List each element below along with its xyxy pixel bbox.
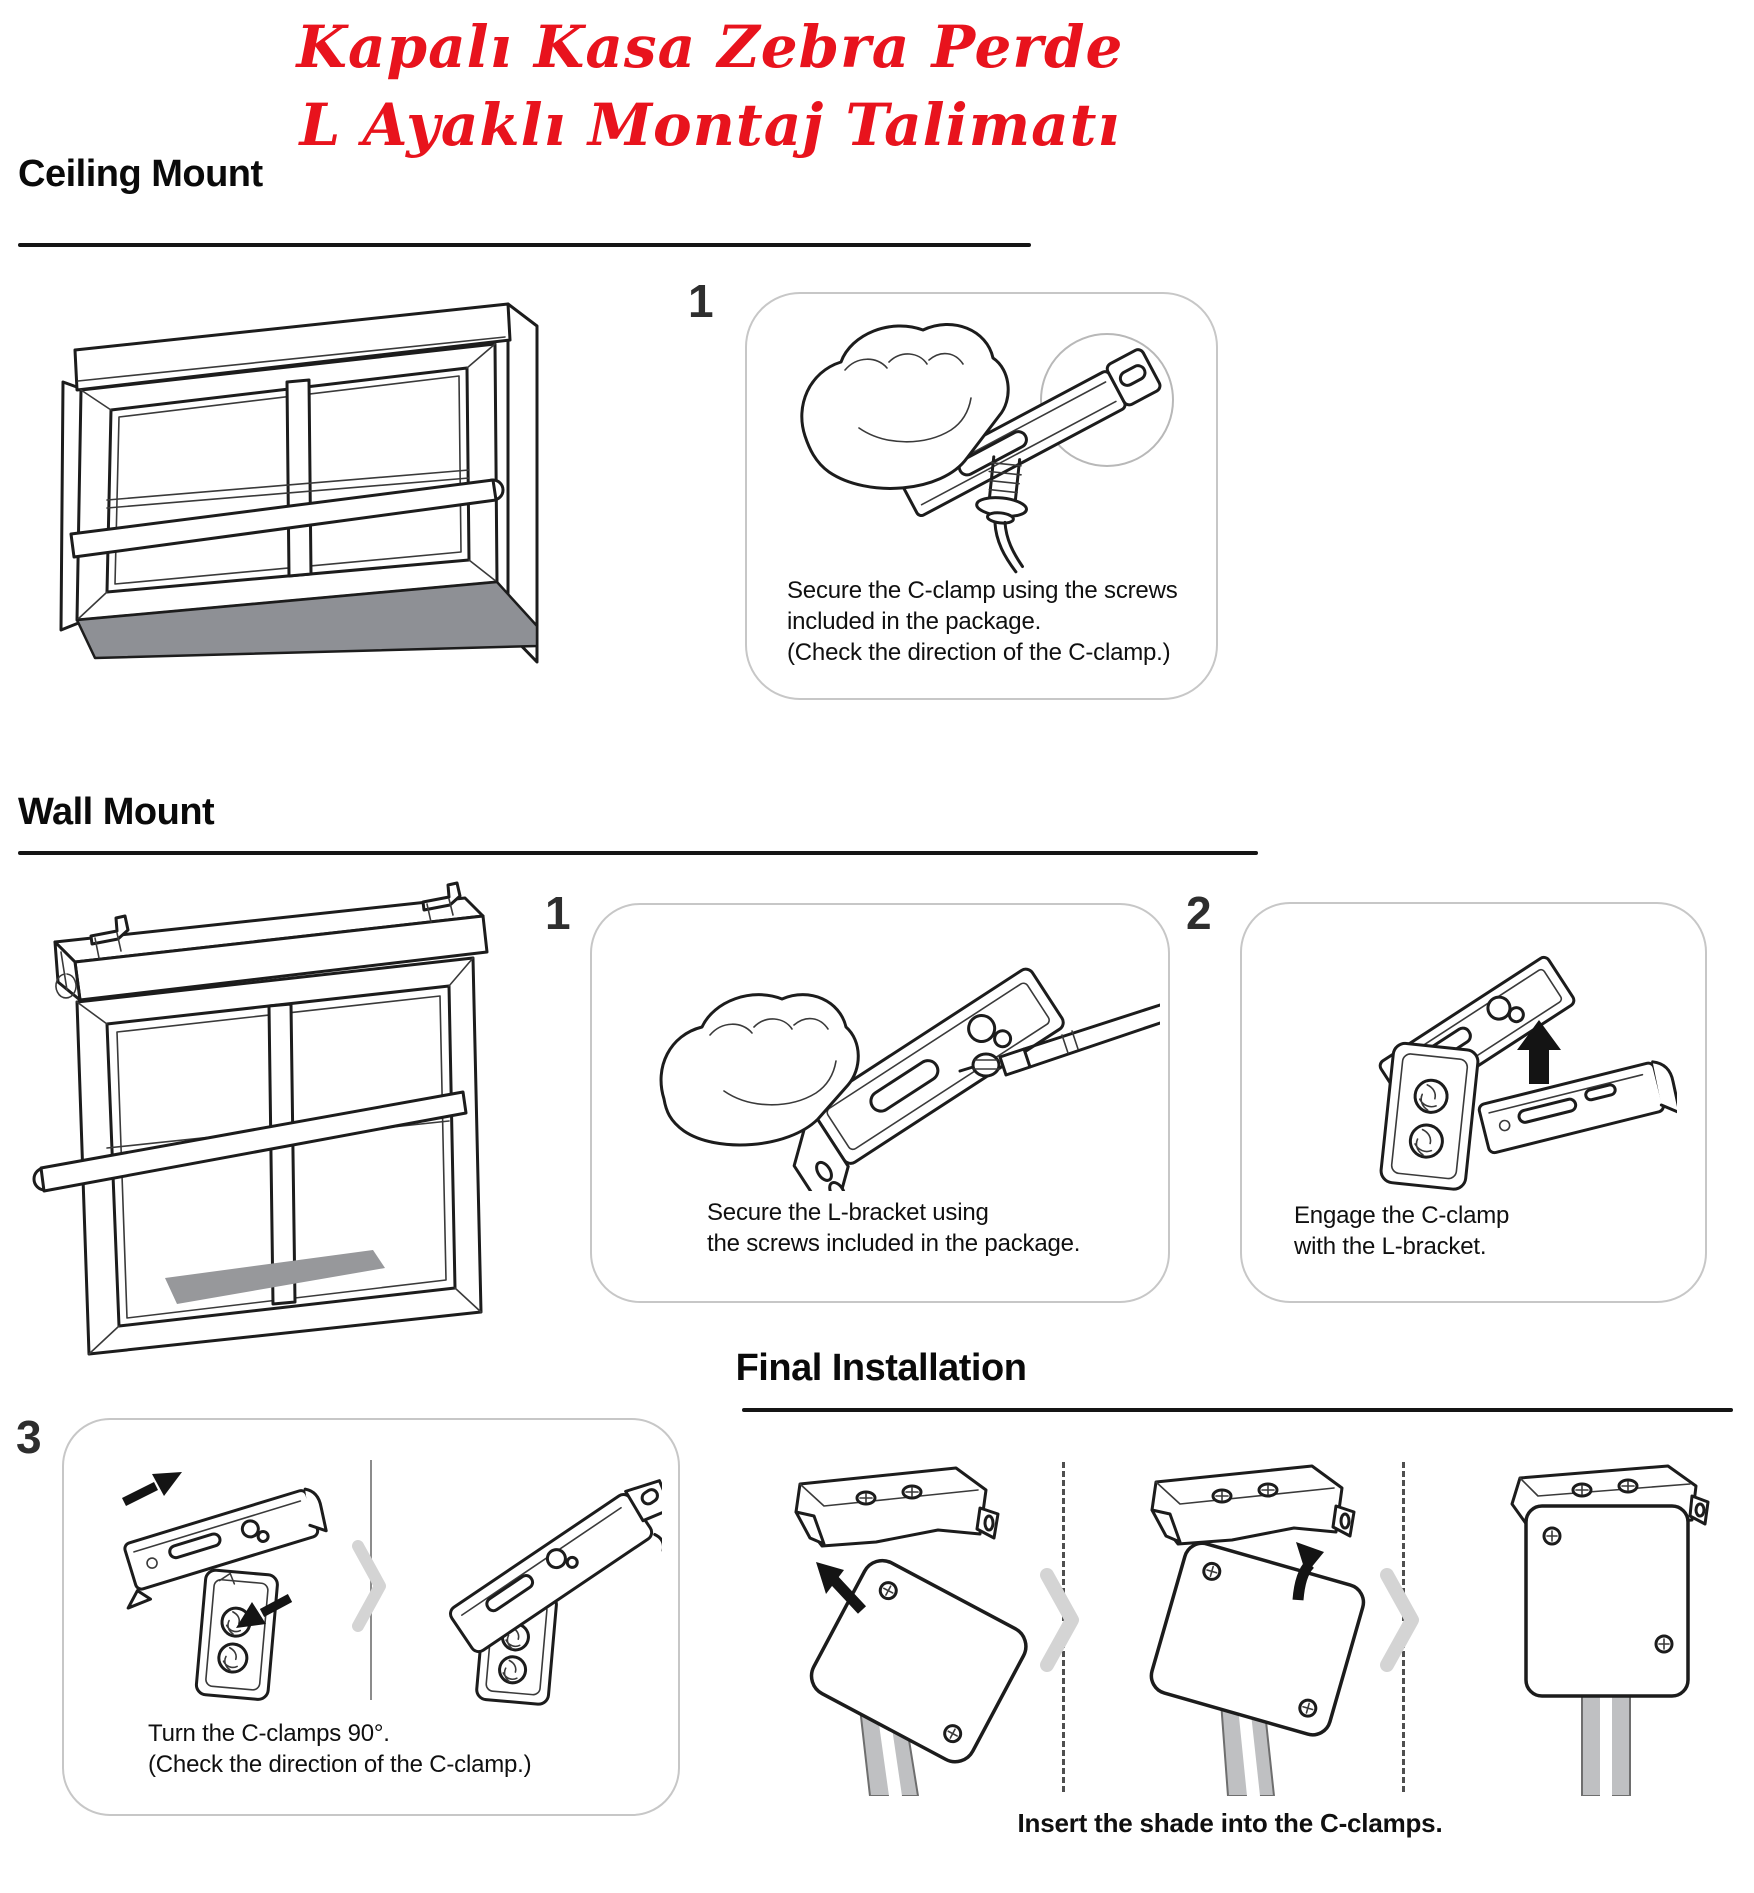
chevron-right-icon [1040, 1568, 1080, 1672]
ceiling-window-illustration [55, 286, 547, 704]
step-box-final-3 [62, 1418, 680, 1816]
heading-rule-ceiling [18, 243, 1031, 247]
window-mullion [287, 380, 311, 576]
screw-head [1409, 1123, 1444, 1158]
shade-cassette [1147, 1539, 1368, 1739]
final-caption: Insert the shade into the C-clamps. [1017, 1808, 1443, 1838]
screw-head [218, 1643, 248, 1673]
caption-line: with the L-bracket. [1294, 1233, 1487, 1260]
step-caption-ceiling-1 [787, 575, 1178, 668]
final-panel-3 [1478, 1448, 1730, 1796]
step-caption-final-3 [148, 1718, 531, 1780]
c-clamp [796, 1468, 998, 1546]
step-number-final-3: 3 [16, 1411, 42, 1463]
caption-line: the screws included in the package. [707, 1230, 1081, 1257]
screw-head [1413, 1079, 1448, 1114]
step-box-wall-1 [590, 903, 1170, 1303]
step-caption-wall-2 [1294, 1200, 1509, 1262]
c-clamp-screw-illustration [767, 308, 1200, 574]
caption-line: (Check the direction of the C-clamp.) [148, 1751, 532, 1778]
caption-line: Secure the C-clamp using the screws [787, 577, 1178, 604]
step-number-wall-1: 1 [545, 887, 571, 939]
l-bracket [196, 1569, 279, 1700]
step-box-ceiling-1 [745, 292, 1218, 700]
final-panel-2 [1112, 1448, 1374, 1796]
c-clamp [1478, 1058, 1677, 1160]
c-clamp-engage-illustration [1277, 926, 1677, 1198]
strip-highlight [1600, 1688, 1612, 1796]
caption-line: included in the package. [787, 608, 1042, 635]
turn-clamps-left-illustration [84, 1452, 364, 1707]
heading-rule-final [742, 1408, 1733, 1412]
heading-rule-wall [18, 851, 1258, 855]
caption-line: Engage the C-clamp [1294, 1202, 1510, 1229]
page-title-line-2: L Ayaklı Montaj Talimatı [299, 91, 1121, 159]
turn-clamps-right-illustration [386, 1452, 662, 1707]
caption-line: Turn the C-clamps 90°. [148, 1720, 390, 1747]
c-clamp [1152, 1466, 1354, 1544]
screw-head [498, 1656, 526, 1684]
shade-cassette [1526, 1506, 1688, 1696]
l-bracket-screw-illustration [604, 919, 1160, 1191]
caption-line: (Check the direction of the C-clamp.) [787, 639, 1171, 666]
window-mullion [269, 1004, 295, 1304]
step-box-wall-2 [1240, 902, 1707, 1303]
window-frame [77, 344, 497, 620]
caption-line: Secure the L-bracket using [707, 1199, 989, 1226]
step-number-wall-2: 2 [1186, 887, 1212, 939]
page-title-line-1: Kapalı Kasa Zebra Perde [296, 13, 1124, 81]
chevron-right-icon [1380, 1568, 1420, 1672]
l-bracket-wall-plate [1380, 1042, 1479, 1190]
step-number-ceiling-1: 1 [688, 275, 714, 327]
section-heading-final-installation: Final Installation [735, 1347, 1027, 1389]
section-heading-wall-mount: Wall Mount [18, 791, 215, 833]
step-caption-wall-1 [707, 1197, 1080, 1259]
final-panel-1 [770, 1448, 1032, 1796]
section-heading-ceiling-mount: Ceiling Mount [18, 153, 263, 195]
wall-window-illustration [25, 878, 507, 1370]
